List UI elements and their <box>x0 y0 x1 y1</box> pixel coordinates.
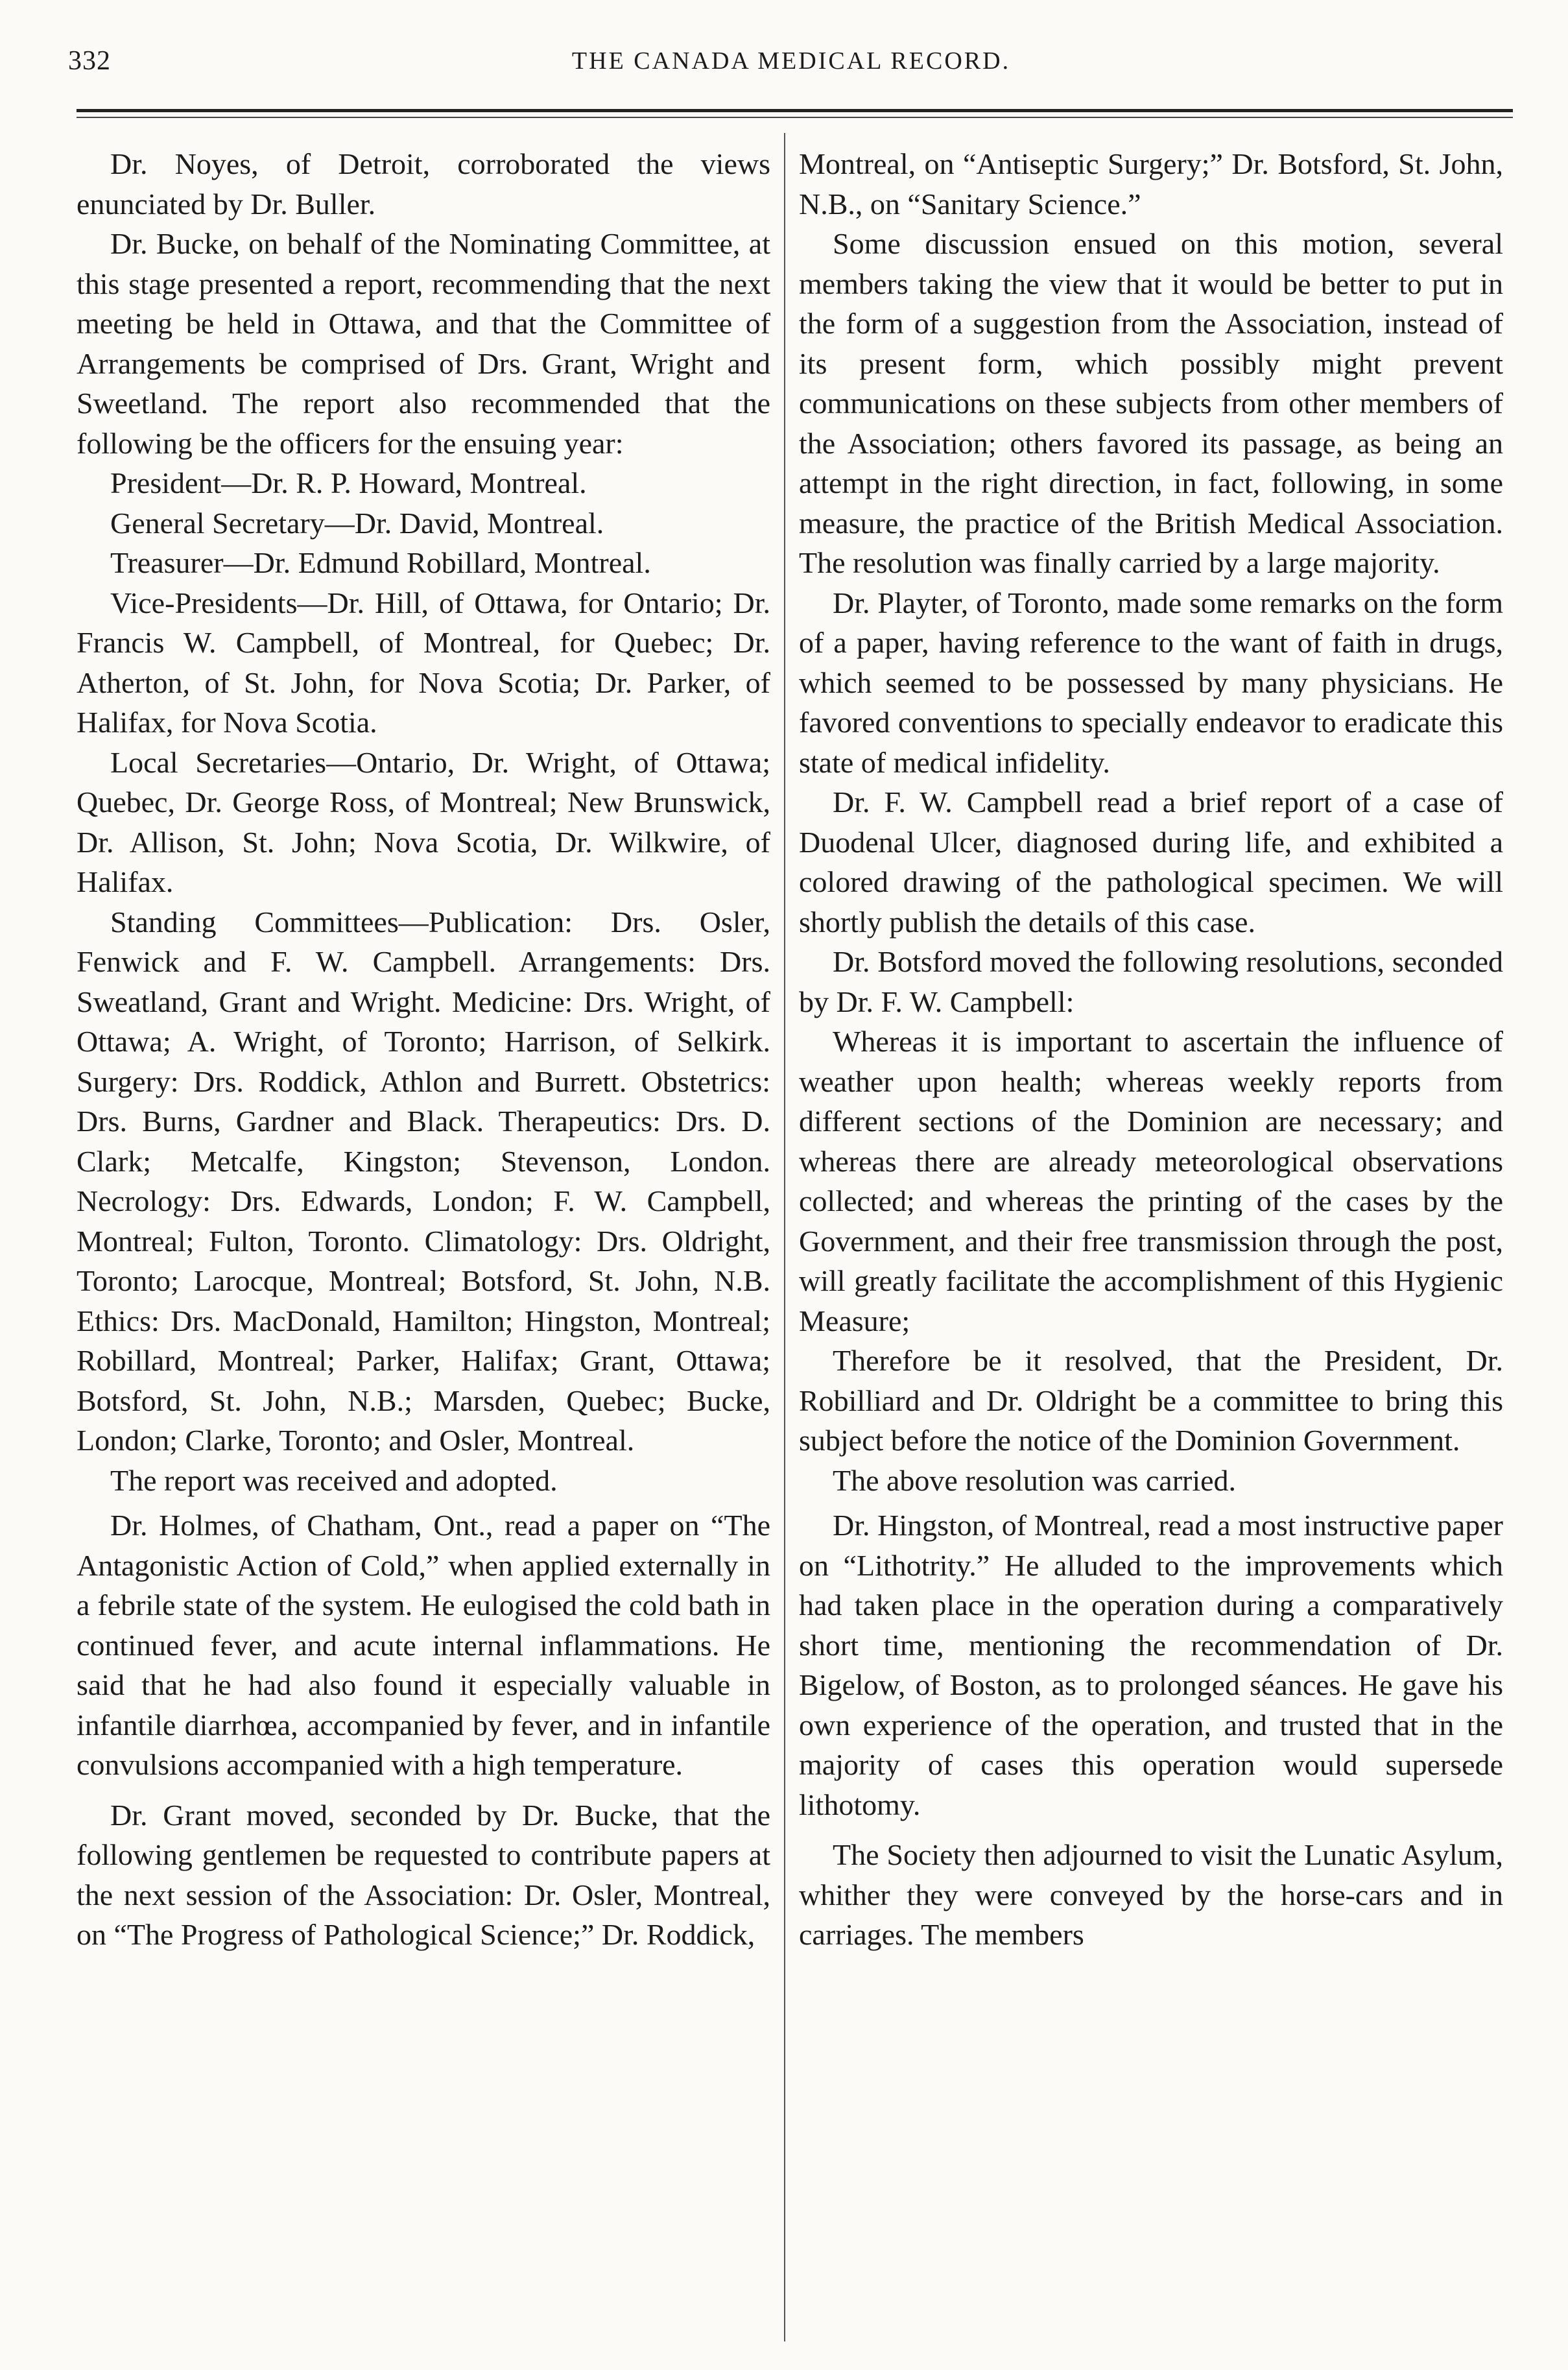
paragraph-standing-committees: Standing Committees—Publication: Drs. Osler, Fenwick and F. W. Campbell. Arrangements: Drs. Sweatland, Grant and Wright. Medicine: Drs. Wright, of Ottawa; A. Wright, of Toronto; Harrison, of Selkirk. Surgery: Drs. Roddick, Athlon and Burrett. Obstetrics: Drs. Burns, Gardner and Black. Therapeutics: Drs. D. Clark; Metcalfe, Kingston; Stevenson, London. Necrology: Drs. Edwards, London; F. W. Campbell, Montreal; Fulton, Toronto. Climatology: Drs. Oldright, Toronto; Larocque, Montreal; Botsford, St. John, N.B. Ethics: Drs. MacDonald, Hamilton; Hingston, Montreal; Robillard, Montreal; Parker, Halifax; Grant, Ottawa; Botsford, St. John, N.B.; Marsden, Quebec; Bucke, London; Clarke, Toronto; and Osler, Montreal. <box>77 905 770 1457</box>
officer-vice-presidents: Vice-Presidents—Dr. Hill, of Ottawa, for Ontario; Dr. Francis W. Campbell, of Montreal, for Quebec; Dr. Atherton, of St. John, for Nova Scotia; Dr. Parker, of Halifax, for Nova Scotia. <box>77 586 770 739</box>
page-header <box>68 40 1514 86</box>
left-column <box>77 144 770 1955</box>
page-number: 332 <box>68 46 111 76</box>
officer-treasurer: Treasurer—Dr. Edmund Robillard, Montreal. <box>110 546 651 579</box>
paragraph-hingston: Dr. Hingston, of Montreal, read a most instructive paper on “Lithotrity.” He alluded to the improvements which had taken place in the operation during a comparatively short time, mentioning the recommendation of Dr. Bigelow, of Boston, as to prolonged séances. He gave his own experience of the operation, and trusted that in the majority of cases this operation would supersede lithotomy. <box>799 1509 1503 1821</box>
running-title: THE CANADA MEDICAL RECORD. <box>571 47 1011 75</box>
officer-general-secretary: General Secretary—Dr. David, Montreal. <box>110 506 604 540</box>
paragraph-noyes: Dr. Noyes, of Detroit, corroborated the views enunciated by Dr. Buller. <box>77 147 770 221</box>
paragraph-discussion: Some discussion ensued on this motion, several members taking the view that it would be better to put in the form of a suggestion from the Association, instead of its present form, which possibly might prevent communications on these subjects from other members of the Association; others favored its passage, as being an attempt in the right direction, in fact, following, in some measure, the practice of the British Medical Association. The resolution was finally carried by a large majority. <box>799 227 1503 579</box>
column-divider <box>784 133 785 2341</box>
paragraph-nominating-committee: Dr. Bucke, on behalf of the Nominating Committee, at this stage presented a report, recommending that the next meeting be held in Ottawa, and that the Committee of Arrangements be comprised of Drs. Grant, Wright and Sweetland. The report also recommended that the following be the officers for the ensuing year: <box>77 227 770 460</box>
paragraph-motion-continued: Montreal, on “Antiseptic Surgery;” Dr. Botsford, St. John, N.B., on “Sanitary Science.” <box>799 147 1503 221</box>
paragraph-adjourned: The Society then adjourned to visit the Lunatic Asylum, whither they were conveyed by the horse-cars and in carriages. The members <box>799 1838 1503 1951</box>
paragraph-therefore: Therefore be it resolved, that the President, Dr. Robilliard and Dr. Oldright be a committee to bring this subject before the notice of the Dominion Government. <box>799 1344 1503 1457</box>
paragraph-report-adopted: The report was received and adopted. <box>110 1463 558 1497</box>
paragraph-holmes: Dr. Holmes, of Chatham, Ont., read a paper on “The Antagonistic Action of Cold,” when applied externally in a febrile state of the system. He eulogised the cold bath in continued fever, and acute internal inflammations. He said that he had also found it especially valuable in infantile diarrhœa, accompanied by fever, and in infantile convulsions accompanied with a high temperature. <box>77 1509 770 1781</box>
right-column <box>799 144 1503 1955</box>
header-rule-thick <box>77 109 1513 112</box>
officer-president: President—Dr. R. P. Howard, Montreal. <box>110 466 587 499</box>
header-rule-thin <box>77 117 1513 118</box>
paragraph-botsford-moved: Dr. Botsford moved the following resolutions, seconded by Dr. F. W. Campbell: <box>799 945 1503 1018</box>
paragraph-resolution-carried: The above resolution was carried. <box>833 1463 1237 1497</box>
paragraph-campbell-report: Dr. F. W. Campbell read a brief report of a case of Duodenal Ulcer, diagnosed during life, and exhibited a colored drawing of the pathological specimen. We will shortly publish the details of this case. <box>799 785 1503 939</box>
officer-local-secretaries: Local Secretaries—Ontario, Dr. Wright, of Ottawa; Quebec, Dr. George Ross, of Montreal; New Brunswick, Dr. Allison, St. John; Nova Scotia, Dr. Wilkwire, of Halifax. <box>77 745 770 898</box>
paragraph-whereas: Whereas it is important to ascertain the influence of weather upon health; whereas weekly reports from different sections of the Dominion are necessary; and whereas there are already meteorological observations collected; and whereas the printing of the cases by the Government, and their free transmission through the post, will greatly facilitate the accomplishment of this Hygienic Measure; <box>799 1025 1503 1337</box>
paragraph-grant-motion: Dr. Grant moved, seconded by Dr. Bucke, that the following gentlemen be requested to contribute papers at the next session of the Association: Dr. Osler, Montreal, on “The Progress of Pathological Science;” Dr. Roddick, <box>77 1798 770 1951</box>
paragraph-playter: Dr. Playter, of Toronto, made some remarks on the form of a paper, having reference to the want of faith in drugs, which seemed to be possessed by many physicians. He favored conventions to specially endeavor to eradicate this state of medical infidelity. <box>799 586 1503 779</box>
